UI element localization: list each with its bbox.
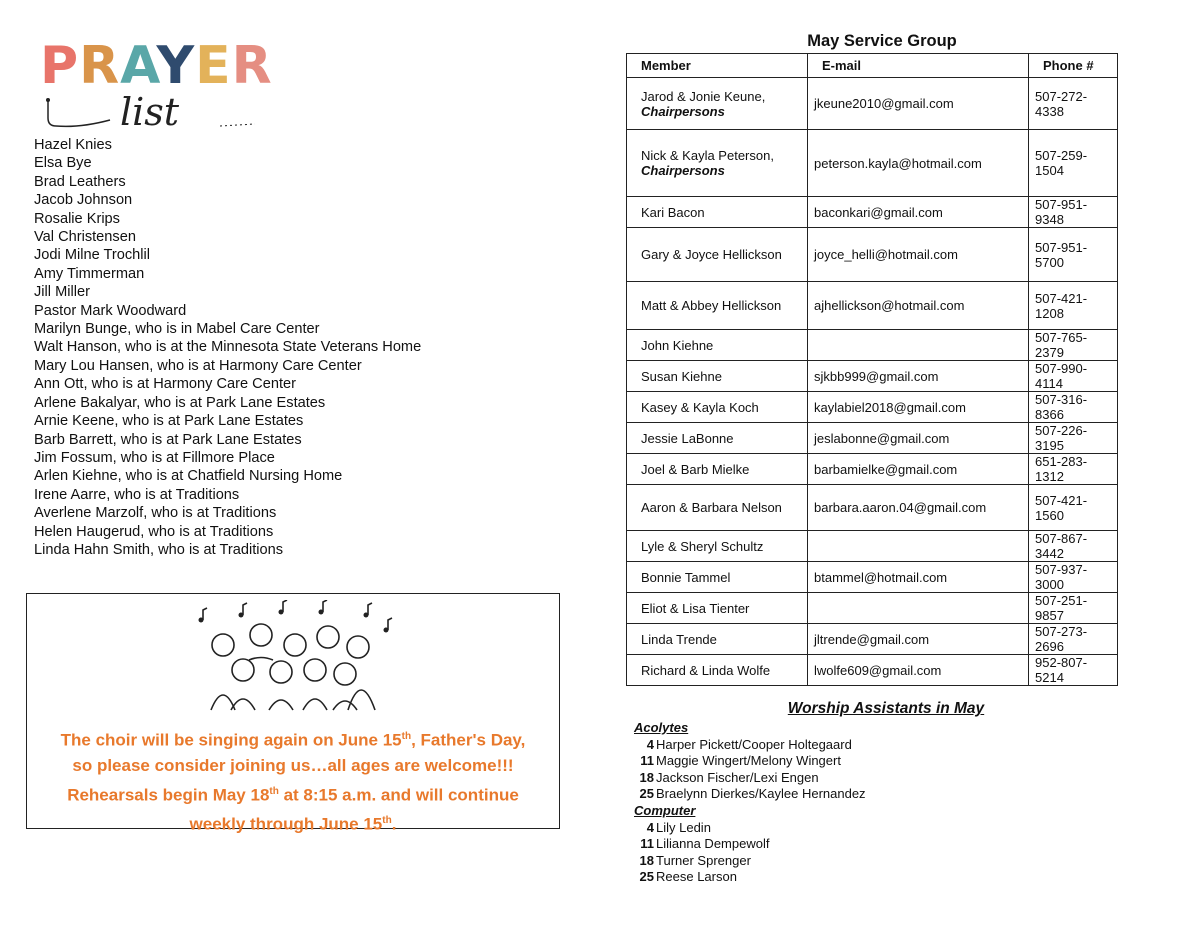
member-name: Aaron & Barbara Nelson xyxy=(641,500,782,515)
member-name: Susan Kiehne xyxy=(641,368,722,384)
phone-cell: 507-421-1208 xyxy=(1029,282,1118,330)
worship-section-label: Acolytes xyxy=(634,720,689,735)
phone-cell: 507-765-2379 xyxy=(1029,330,1118,361)
assignment-day: 11 xyxy=(640,753,654,769)
email-cell: peterson.kayla@hotmail.com xyxy=(808,130,1029,197)
table-row xyxy=(627,130,1118,197)
table-row xyxy=(627,330,1118,361)
phone-cell: 507-951-5700 xyxy=(1029,228,1118,282)
member-cell xyxy=(627,562,808,593)
email-cell: ajhellickson@hotmail.com xyxy=(808,282,1029,330)
prayer-name: Jim Fossum, who is at Fillmore Place xyxy=(34,449,275,466)
prayer-name: Pastor Mark Woodward xyxy=(34,302,187,319)
member-role: Chairpersons xyxy=(641,163,725,178)
table-row xyxy=(627,593,1118,624)
prayer-name: Jacob Johnson xyxy=(34,192,133,209)
prayer-names-list xyxy=(34,136,421,559)
email-cell: joyce_helli@hotmail.com xyxy=(808,228,1029,282)
email-cell xyxy=(808,531,1029,562)
email-cell: jltrende@gmail.com xyxy=(808,624,1029,655)
worship-assistants-title: Worship Assistants in May xyxy=(787,700,985,717)
logo-letter: R xyxy=(79,36,121,96)
table-row xyxy=(627,485,1118,531)
worship-assignment xyxy=(634,869,866,886)
phone-cell: 507-272-4338 xyxy=(1029,78,1118,130)
email-cell: jeslabonne@gmail.com xyxy=(808,423,1029,454)
phone-cell: 507-259-1504 xyxy=(1029,130,1118,197)
member-role: Chairpersons xyxy=(641,103,725,119)
table-row xyxy=(627,78,1118,130)
email-cell: baconkari@gmail.com xyxy=(808,197,1029,228)
table-row xyxy=(627,624,1118,655)
assignment-names: Harper Pickett/Cooper Holtegaard xyxy=(656,736,852,752)
prayer-name: Hazel Knies xyxy=(34,137,112,153)
column-header-phone: Phone # xyxy=(1029,54,1118,78)
worship-section-label: Computer xyxy=(634,802,696,818)
assignment-names: Jackson Fischer/Lexi Engen xyxy=(656,769,819,785)
member-name: Bonnie Tammel xyxy=(641,569,731,585)
member-cell xyxy=(627,423,808,454)
member-name: Gary & Joyce Hellickson xyxy=(641,247,782,262)
prayer-name: Amy Timmerman xyxy=(34,265,145,282)
column-header-email: E-mail xyxy=(808,54,1029,78)
table-row xyxy=(627,423,1118,454)
table-row xyxy=(627,562,1118,593)
member-name: Kasey & Kayla Koch xyxy=(641,399,759,415)
prayer-name: Walt Hanson, who is at the Minnesota State Veterans Home xyxy=(34,339,422,356)
worship-assignment xyxy=(634,836,866,853)
member-cell xyxy=(627,593,808,624)
phone-cell: 507-226-3195 xyxy=(1029,423,1118,454)
phone-cell: 507-251-9857 xyxy=(1029,593,1118,624)
worship-assignment xyxy=(634,853,866,870)
prayer-name: Elsa Bye xyxy=(34,155,92,172)
choir-message xyxy=(27,724,559,837)
prayer-name: Jodi Milne Trochlil xyxy=(34,247,150,264)
prayer-name: Barb Barrett, who is at Park Lane Estates xyxy=(34,431,302,448)
email-cell: barbara.aaron.04@gmail.com xyxy=(808,485,1029,531)
logo-letter: A xyxy=(120,36,157,96)
prayer-name: Arnie Keene, who is at Park Lane Estates xyxy=(34,413,304,430)
member-cell xyxy=(627,655,808,686)
member-name: John Kiehne xyxy=(641,337,714,353)
prayer-name: Averlene Marzolf, who is at Traditions xyxy=(34,505,277,522)
assignment-day: 4 xyxy=(646,819,654,835)
assignment-day: 25 xyxy=(639,786,654,802)
member-cell xyxy=(627,392,808,423)
email-cell xyxy=(808,330,1029,361)
phone-cell: 507-951-9348 xyxy=(1029,197,1118,228)
table-header-row xyxy=(627,54,1118,78)
prayer-name: Brad Leathers xyxy=(34,173,126,190)
member-cell xyxy=(627,485,808,531)
email-cell xyxy=(808,593,1029,624)
logo-letter: P xyxy=(40,36,80,96)
table-row xyxy=(627,454,1118,485)
assignment-names: Lilianna Dempewolf xyxy=(656,836,770,852)
member-name: Matt & Abbey Hellickson xyxy=(641,298,782,313)
assignment-names: Braelynn Dierkes/Kaylee Hernandez xyxy=(656,786,866,802)
member-cell xyxy=(627,78,808,130)
email-cell: sjkbb999@gmail.com xyxy=(808,361,1029,392)
table-row xyxy=(627,531,1118,562)
prayer-name: Mary Lou Hansen, who is at Harmony Care Center xyxy=(34,357,362,374)
table-row xyxy=(627,392,1118,423)
assignment-names: Maggie Wingert/Melony Wingert xyxy=(656,753,841,769)
member-cell xyxy=(627,228,808,282)
choir-line-2: so please consider joining us…all ages are welcome!!! xyxy=(72,756,514,776)
assignment-day: 4 xyxy=(646,736,654,752)
phone-cell: 507-316-8366 xyxy=(1029,392,1118,423)
logo-sub: list xyxy=(120,90,180,134)
prayer-name: Arlene Bakalyar, who is at Park Lane Estates xyxy=(34,394,326,411)
choir-singers-icon xyxy=(183,600,403,720)
email-cell: lwolfe609@gmail.com xyxy=(808,655,1029,686)
worship-assignment xyxy=(634,820,866,837)
prayer-name: Arlen Kiehne, who is at Chatfield Nursing Home xyxy=(34,468,343,485)
logo-letter: Y xyxy=(156,36,196,96)
member-cell xyxy=(627,330,808,361)
assignment-day: 11 xyxy=(640,836,654,852)
member-name: Nick & Kayla Peterson, xyxy=(641,148,774,163)
worship-assignment xyxy=(634,770,866,787)
service-group-title: May Service Group xyxy=(807,32,957,50)
prayer-name: Linda Hahn Smith, who is at Traditions xyxy=(34,541,284,558)
member-name: Kari Bacon xyxy=(641,204,705,220)
worship-assignment xyxy=(634,786,866,803)
prayer-name: Ann Ott, who is at Harmony Care Center xyxy=(34,376,296,393)
member-name: Richard & Linda Wolfe xyxy=(641,662,771,678)
member-cell xyxy=(627,531,808,562)
member-cell xyxy=(627,624,808,655)
member-cell xyxy=(627,282,808,330)
email-cell: barbamielke@gmail.com xyxy=(808,454,1029,485)
prayer-list-logo xyxy=(40,36,273,134)
email-cell: jkeune2010@gmail.com xyxy=(808,78,1029,130)
worship-assignment xyxy=(634,737,866,754)
prayer-name: Irene Aarre, who is at Traditions xyxy=(34,486,240,503)
assignment-day: 25 xyxy=(639,869,654,885)
phone-cell: 507-937-3000 xyxy=(1029,562,1118,593)
choir-line-3: Rehearsals begin May 18th at 8:15 a.m. and will continue xyxy=(67,785,519,805)
logo-letter: R xyxy=(231,36,273,96)
member-name: Joel & Barb Mielke xyxy=(641,461,750,477)
phone-cell: 507-867-3442 xyxy=(1029,531,1118,562)
assignment-names: Reese Larson xyxy=(656,869,737,885)
member-name: Jarod & Jonie Keune, xyxy=(641,88,766,104)
member-name: Linda Trende xyxy=(641,631,717,647)
worship-assignment xyxy=(634,753,866,770)
prayer-name: Marilyn Bunge, who is in Mabel Care Center xyxy=(34,321,320,338)
email-cell: kaylabiel2018@gmail.com xyxy=(808,392,1029,423)
assignment-names: Turner Sprenger xyxy=(656,852,751,868)
phone-cell: 507-421-1560 xyxy=(1029,485,1118,531)
member-name: Jessie LaBonne xyxy=(641,430,734,446)
column-header-member: Member xyxy=(627,54,808,78)
assignment-names: Lily Ledin xyxy=(656,819,711,835)
table-row xyxy=(627,228,1118,282)
table-row xyxy=(627,655,1118,686)
phone-cell: 952-807-5214 xyxy=(1029,655,1118,686)
prayer-name: Jill Miller xyxy=(34,284,90,301)
prayer-name: Val Christensen xyxy=(34,229,136,246)
choir-announcement xyxy=(26,593,560,834)
logo-word xyxy=(40,36,273,96)
table-row xyxy=(627,282,1118,330)
assignment-day: 18 xyxy=(639,852,654,868)
member-name: Lyle & Sheryl Schultz xyxy=(641,538,764,554)
phone-cell: 507-990-4114 xyxy=(1029,361,1118,392)
member-cell xyxy=(627,197,808,228)
worship-assistants-list xyxy=(634,720,866,886)
table-row xyxy=(627,361,1118,392)
phone-cell: 507-273-2696 xyxy=(1029,624,1118,655)
email-cell: btammel@hotmail.com xyxy=(808,562,1029,593)
service-group-table xyxy=(626,53,1118,686)
prayer-name: Helen Haugerud, who is at Traditions xyxy=(34,523,274,540)
logo-letter: E xyxy=(195,36,232,96)
member-cell xyxy=(627,130,808,197)
choir-line-4: weekly through June 15th. xyxy=(189,814,397,834)
choir-line-1: The choir will be singing again on June 15th, Father's Day, xyxy=(60,730,526,750)
member-cell xyxy=(627,454,808,485)
prayer-name: Rosalie Krips xyxy=(34,210,120,227)
phone-cell: 651-283-1312 xyxy=(1029,454,1118,485)
assignment-day: 18 xyxy=(639,769,654,785)
member-name: Eliot & Lisa Tienter xyxy=(641,600,750,616)
table-row xyxy=(627,197,1118,228)
member-cell xyxy=(627,361,808,392)
